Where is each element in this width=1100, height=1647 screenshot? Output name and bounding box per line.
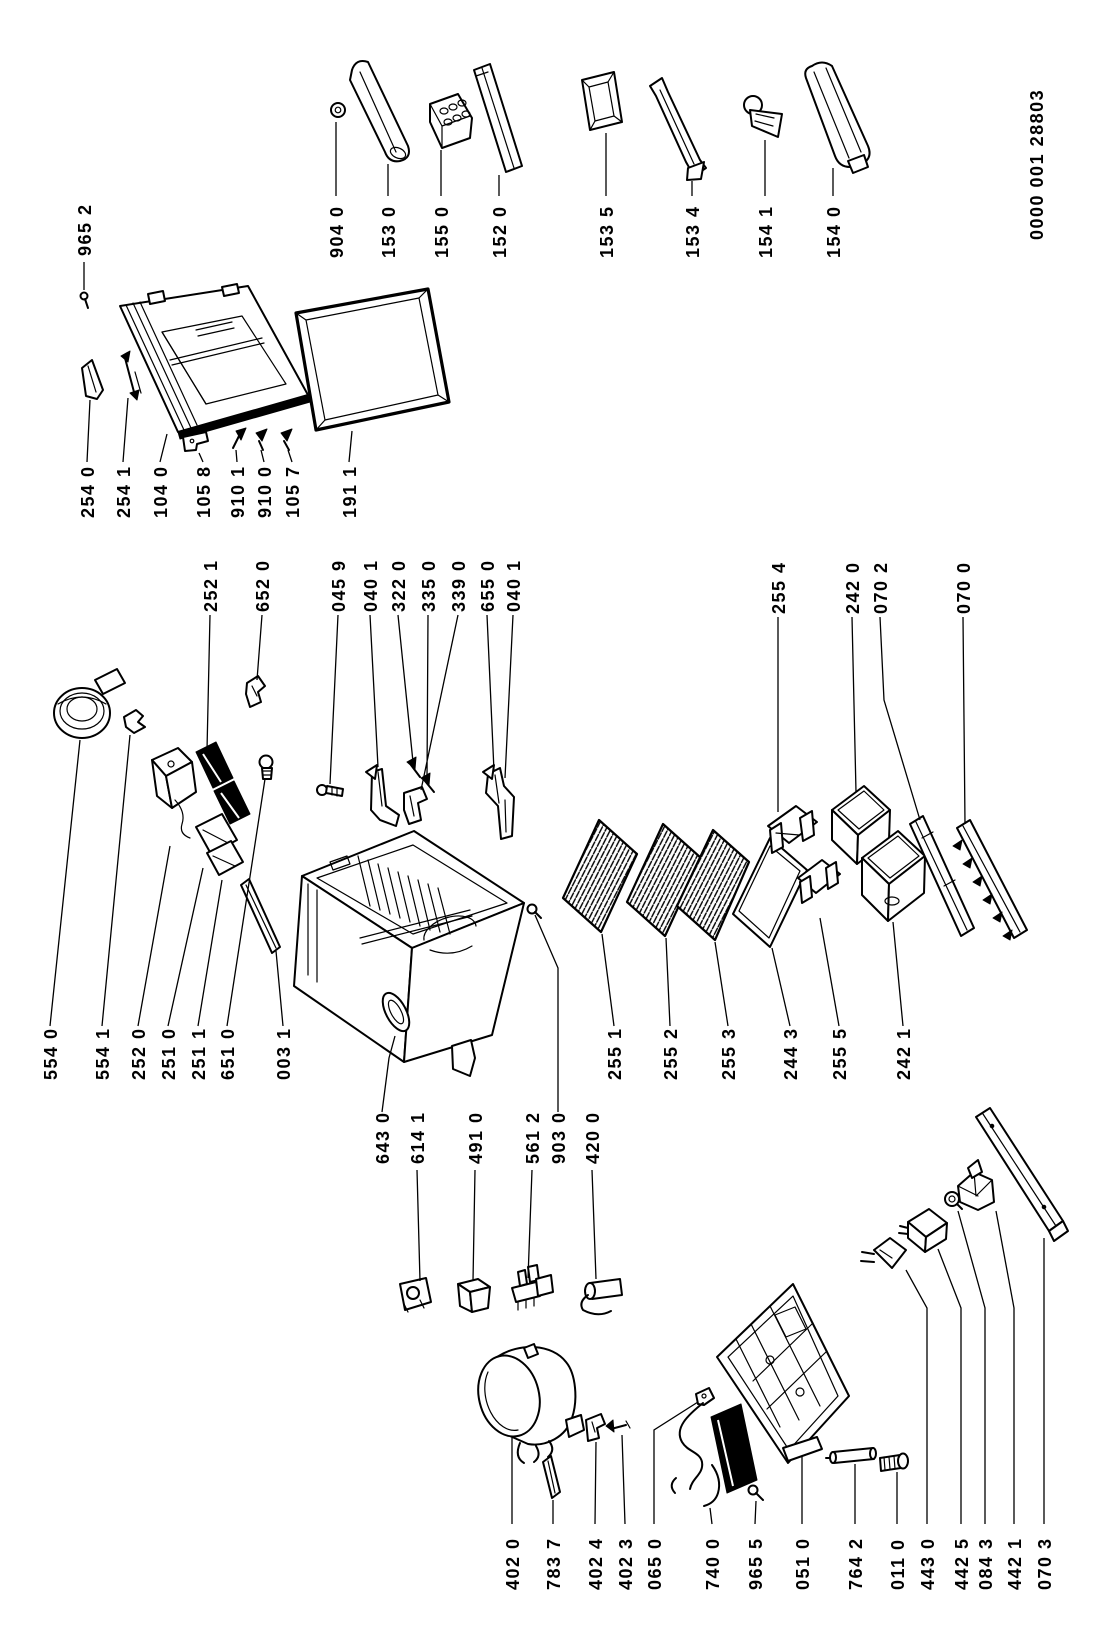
- wire-shelf-255-1-drawing: [563, 820, 637, 932]
- leader-lines-shelves: [602, 918, 903, 1026]
- pin-910-1-drawing: [233, 428, 246, 448]
- bulb-651-0-drawing: [260, 756, 273, 780]
- hinge-040-1-left-drawing: [366, 765, 399, 826]
- part-label-104-0: 104 0: [151, 465, 171, 518]
- thermostat-knob-554-0-drawing: [54, 669, 125, 738]
- part-label-651-0: 651 0: [218, 1027, 238, 1080]
- part-label-255-3: 255 3: [719, 1027, 739, 1080]
- part-label-655-0: 655 0: [478, 559, 498, 612]
- compressor-402-0-drawing: [470, 1344, 584, 1463]
- trim-252-1-drawing: [196, 742, 250, 824]
- part-label-255-5: 255 5: [830, 1027, 850, 1080]
- part-label-402-0: 402 0: [503, 1537, 523, 1590]
- part-label-242-0: 242 0: [843, 561, 863, 614]
- pin-402-3-drawing: [606, 1420, 630, 1432]
- part-label-402-3: 402 3: [616, 1537, 636, 1590]
- clip-065-0-drawing: [696, 1388, 714, 1405]
- part-label-070-3: 070 3: [1035, 1537, 1055, 1590]
- capacitor-420-0-drawing: [581, 1279, 622, 1314]
- clip-154-1-drawing: [744, 96, 782, 137]
- part-label-191-1: 191 1: [340, 465, 360, 518]
- part-label-442-5: 442 5: [952, 1537, 972, 1590]
- part-label-652-0: 652 0: [253, 559, 273, 612]
- part-label-003-1: 003 1: [274, 1027, 294, 1080]
- door-assembly-parts: [81, 284, 450, 451]
- part-label-255-1: 255 1: [605, 1027, 625, 1080]
- leader-lines-top-row: [84, 122, 833, 290]
- relay-614-1-drawing: [400, 1278, 431, 1312]
- cabinet-left-parts: [54, 669, 280, 953]
- screw-965-2-drawing: [81, 293, 89, 309]
- part-label-443-0: 443 0: [918, 1537, 938, 1590]
- glass-shelf-244-3-drawing: [733, 838, 807, 947]
- pin-910-0-drawing: [256, 429, 267, 450]
- part-label-045-9: 045 9: [329, 559, 349, 612]
- part-label-910-0: 910 0: [255, 465, 275, 518]
- screw-322-0-drawing: [407, 757, 420, 777]
- part-label-255-2: 255 2: [661, 1027, 681, 1080]
- screw-903-0-drawing: [528, 905, 542, 919]
- document-number: 0000 001 28803: [1027, 88, 1047, 240]
- block-491-0-drawing: [458, 1279, 490, 1312]
- screw-011-0-drawing: [880, 1454, 908, 1472]
- part-label-153-0: 153 0: [379, 205, 399, 258]
- screw-965-5-drawing: [749, 1486, 764, 1501]
- support-255-4-drawing: [768, 806, 817, 853]
- part-label-335-0: 335 0: [419, 559, 439, 612]
- lamp-part-652-0-drawing: [246, 676, 265, 707]
- part-label-244-3: 244 3: [781, 1027, 801, 1080]
- machine-parts: [400, 1108, 1068, 1506]
- part-label-153-5: 153 5: [597, 205, 617, 258]
- part-label-614-1: 614 1: [408, 1111, 428, 1164]
- thermostat-252-0-drawing: [152, 748, 196, 838]
- pin-105-7-drawing: [281, 429, 292, 450]
- screws-254-1-drawing: [121, 351, 141, 400]
- trim-152-0-drawing: [474, 64, 522, 172]
- part-label-152-0: 152 0: [490, 205, 510, 258]
- block-155-0-drawing: [430, 94, 472, 148]
- part-label-904-0: 904 0: [327, 205, 347, 258]
- part-label-491-0: 491 0: [466, 1111, 486, 1164]
- handle-154-0-drawing: [805, 63, 869, 174]
- part-label-011-0: 011 0: [888, 1538, 908, 1590]
- part-label-252-0: 252 0: [129, 1027, 149, 1080]
- part-label-561-2: 561 2: [523, 1111, 543, 1164]
- part-label-554-0: 554 0: [41, 1027, 61, 1080]
- part-label-783-7: 783 7: [544, 1537, 564, 1590]
- door-seal-191-1-drawing: [296, 289, 449, 430]
- part-label-155-0: 155 0: [432, 205, 452, 258]
- part-label-643-0: 643 0: [373, 1111, 393, 1164]
- part-label-242-1: 242 1: [894, 1027, 914, 1080]
- part-label-254-1: 254 1: [114, 465, 134, 518]
- power-plug-443-0-drawing: [861, 1238, 906, 1268]
- part-label-554-1: 554 1: [93, 1027, 113, 1080]
- handle-153-0-drawing: [350, 61, 409, 161]
- top-accessory-parts: [331, 61, 870, 180]
- rail-070-3-drawing: [976, 1108, 1068, 1241]
- part-label-764-2: 764 2: [846, 1537, 866, 1590]
- part-label-255-4: 255 4: [769, 561, 789, 614]
- cap-904-0-drawing: [331, 103, 345, 117]
- part-label-040-1: 040 1: [361, 559, 381, 612]
- part-label-339-0: 339 0: [449, 559, 469, 612]
- part-label-251-1: 251 1: [189, 1027, 209, 1080]
- part-label-965-2: 965 2: [75, 203, 95, 256]
- interior-right-parts: [563, 786, 1027, 947]
- screw-045-9-drawing: [317, 785, 343, 796]
- part-label-065-0: 065 0: [645, 1537, 665, 1590]
- part-label-084-3: 084 3: [976, 1537, 996, 1590]
- bracket-153-4-drawing: [650, 78, 706, 180]
- filter-764-2-drawing: [826, 1448, 876, 1463]
- part-label-051-0: 051 0: [793, 1537, 813, 1590]
- part-label-040-1b: 040 1: [504, 559, 524, 612]
- frame-153-5-drawing: [582, 72, 622, 130]
- part-label-442-1: 442 1: [1005, 1537, 1025, 1590]
- part-label-254-0: 254 0: [78, 465, 98, 518]
- part-label-910-1: 910 1: [228, 465, 248, 518]
- switch-442-5-drawing: [899, 1209, 947, 1252]
- relay-561-2-drawing: [512, 1265, 553, 1310]
- cabinet-box-drawing: [294, 831, 524, 1076]
- clip-402-4-drawing: [586, 1414, 605, 1441]
- pin-783-7-drawing: [543, 1456, 560, 1498]
- bracket-339-0-drawing: [404, 787, 427, 824]
- hinge-655-0-040-1-drawing: [483, 765, 514, 839]
- part-label-070-2: 070 2: [871, 561, 891, 614]
- part-label-153-4: 153 4: [683, 205, 703, 258]
- part-label-154-0: 154 0: [824, 205, 844, 258]
- leader-lines-cabinet-top: [207, 615, 513, 790]
- part-label-105-8: 105 8: [194, 465, 214, 518]
- part-label-903-0: 903 0: [549, 1111, 569, 1164]
- part-label-070-0: 070 0: [954, 561, 974, 614]
- part-label-420-0: 420 0: [583, 1111, 603, 1164]
- rail-003-1-drawing: [241, 879, 280, 953]
- part-label-322-0: 322 0: [389, 559, 409, 612]
- door-panel-104-0-drawing: [120, 284, 310, 439]
- part-label-154-1: 154 1: [756, 205, 776, 258]
- part-label-402-4: 402 4: [586, 1537, 606, 1590]
- part-label-965-5: 965 5: [746, 1537, 766, 1590]
- strip-254-0-drawing: [82, 360, 103, 399]
- part-label-105-7: 105 7: [283, 465, 303, 518]
- clip-554-1-drawing: [124, 710, 145, 733]
- part-label-252-1: 252 1: [201, 559, 221, 612]
- part-label-251-0: 251 0: [159, 1027, 179, 1080]
- bracket-442-1-drawing: [958, 1160, 994, 1210]
- part-label-740-0: 740 0: [703, 1537, 723, 1590]
